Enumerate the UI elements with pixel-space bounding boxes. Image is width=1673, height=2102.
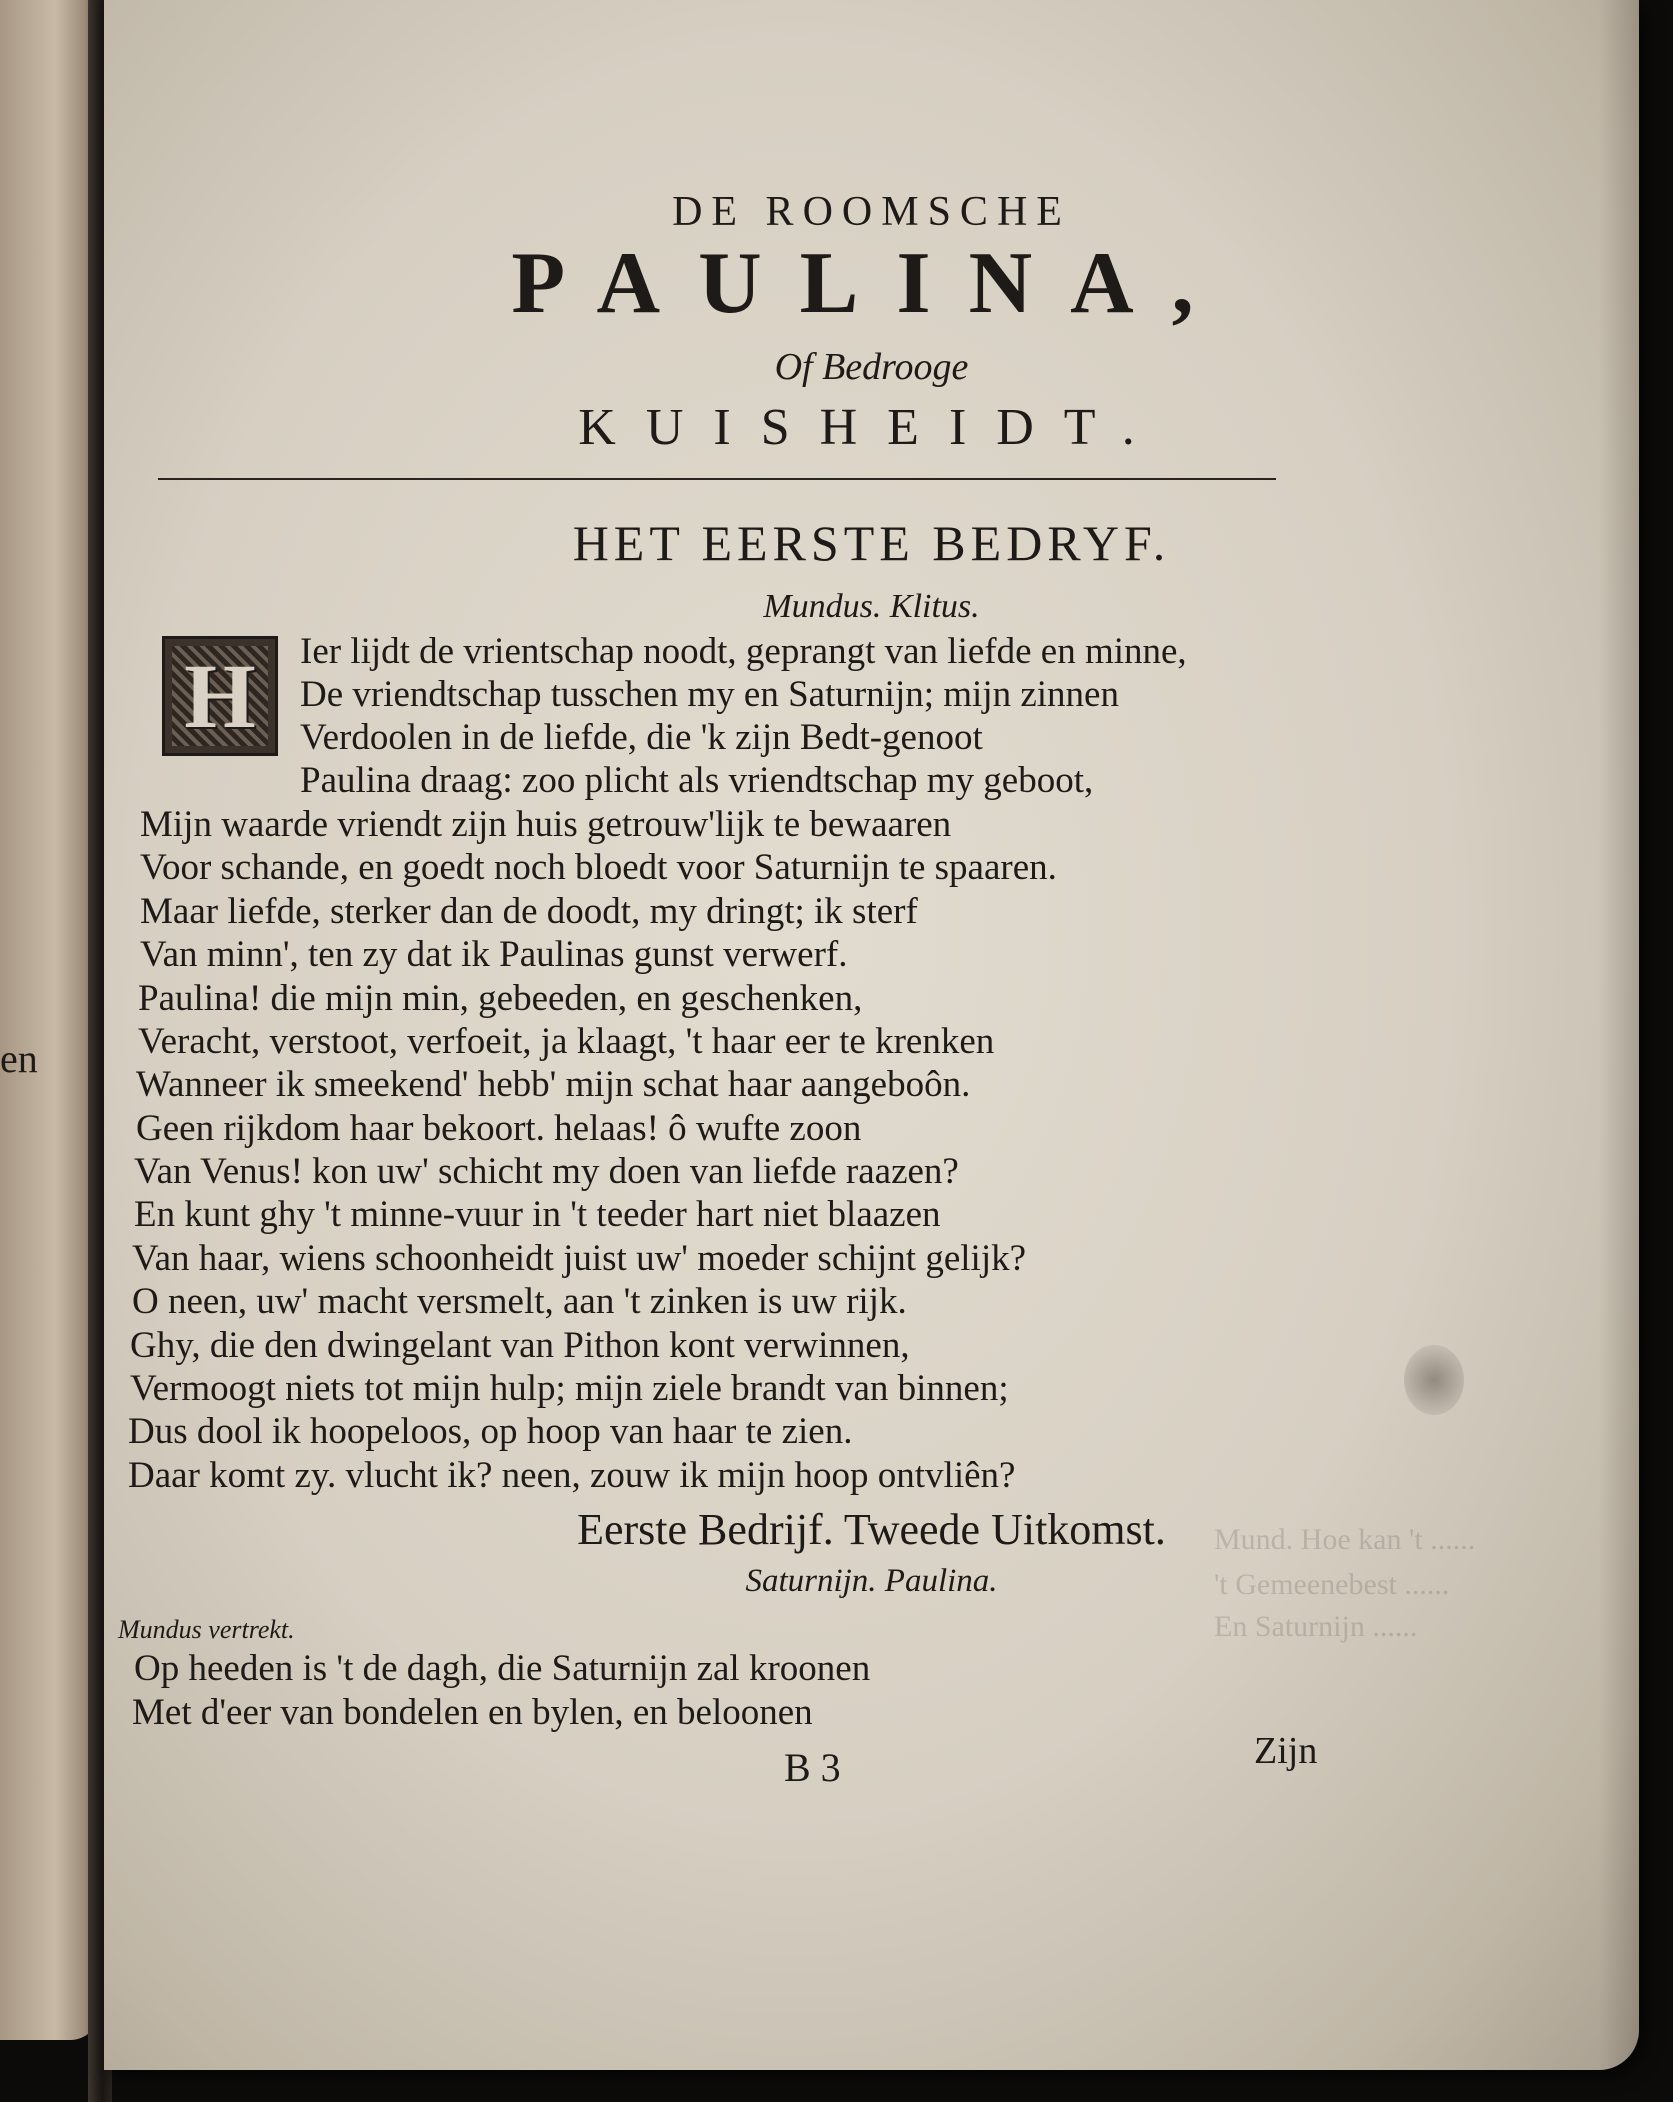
facing-page-text-fragment: en <box>0 1036 38 1081</box>
verse-line: Van minn', ten zy dat ik Paulinas gunst verwerf. <box>140 934 848 975</box>
title-line-of-bedrooge: Of Bedrooge <box>774 346 969 388</box>
verse-line: O neen, uw' macht versmelt, aan 't zinken is uw rijk. <box>132 1281 907 1322</box>
act-heading: HET EERSTE BEDRYF. <box>572 515 1171 571</box>
title-divider-rule <box>158 478 1276 480</box>
verse-line: Vermoogt niets tot mijn hulp; mijn ziele brandt van binnen; <box>130 1368 1009 1409</box>
verse-line: Op heeden is 't de dagh, die Saturnijn zal kroonen <box>134 1648 871 1689</box>
verse-line: Ghy, die den dwingelant van Pithon kont verwinnen, <box>130 1325 910 1366</box>
bleed-through-text: Mund. Hoe kan 't ...... <box>1214 1523 1476 1556</box>
verse-line: De vriendtschap tusschen my en Saturnijn; mijn zinnen <box>300 674 1119 715</box>
scene-speaker-names: Saturnijn. Paulina. <box>745 1563 998 1599</box>
stage-direction: Mundus vertrekt. <box>118 1615 295 1644</box>
verse-line: Voor schande, en goedt noch bloedt voor Saturnijn te spaaren. <box>140 847 1057 888</box>
verse-line: Paulina draag: zoo plicht als vriendtschap my geboot, <box>300 760 1094 801</box>
title-line-kuisheidt: KUISHEIDT. <box>578 399 1165 456</box>
title-line-de-roomsche: DE ROOMSCHE <box>672 189 1071 235</box>
verse-line: Mijn waarde vriendt zijn huis getrouw'lijk te bewaaren <box>140 804 952 845</box>
verse-line: Dus dool ik hoopeloos, op hoop van haar te zien. <box>128 1411 853 1452</box>
verse-line: Ier lijdt de vrientschap noodt, geprangt van liefde en minne, <box>300 631 1187 672</box>
speaker-names: Mundus. Klitus. <box>763 588 980 625</box>
title-line-paulina: PAULINA, <box>511 235 1232 332</box>
verse-line: Geen rijkdom haar bekoort. helaas! ô wufte zoon <box>136 1108 862 1149</box>
verse-line: En kunt ghy 't minne-vuur in 't teeder hart niet blaazen <box>134 1194 941 1235</box>
verse-line: Paulina! die mijn min, gebeeden, en geschenken, <box>138 978 863 1019</box>
bleed-through-text: 't Gemeenebest ...... <box>1214 1568 1450 1601</box>
verse-line: Verdoolen in de liefde, die 'k zijn Bedt-genoot <box>300 717 983 758</box>
decorated-initial <box>162 636 278 756</box>
facing-page <box>0 0 100 2040</box>
verse-line: Van haar, wiens schoonheidt juist uw' moeder schijnt gelijk? <box>132 1238 1027 1279</box>
verse-line: Wanneer ik smeekend' hebb' mijn schat haar aangeboôn. <box>136 1064 971 1105</box>
catchword: Zijn <box>1254 1730 1318 1772</box>
scene-heading: Eerste Bedrijf. Tweede Uitkomst. <box>577 1505 1166 1554</box>
bleed-through-text: En Saturnijn ...... <box>1214 1610 1418 1643</box>
page-stain <box>1404 1345 1464 1415</box>
decorated-initial-letter: H <box>184 645 256 747</box>
verse-line: Veracht, verstoot, verfoeit, ja klaagt, 't haar eer te krenken <box>138 1021 995 1062</box>
verse-line: Maar liefde, sterker dan de doodt, my dringt; ik sterf <box>140 891 918 932</box>
signature-mark: B 3 <box>784 1745 841 1790</box>
book-page <box>104 0 1639 2070</box>
verse-line: Met d'eer van bondelen en bylen, en beloonen <box>132 1692 813 1733</box>
verse-line: Van Venus! kon uw' schicht my doen van liefde raazen? <box>134 1151 959 1192</box>
verse-line: Daar komt zy. vlucht ik? neen, zouw ik mijn hoop ontvliên? <box>128 1455 1016 1496</box>
